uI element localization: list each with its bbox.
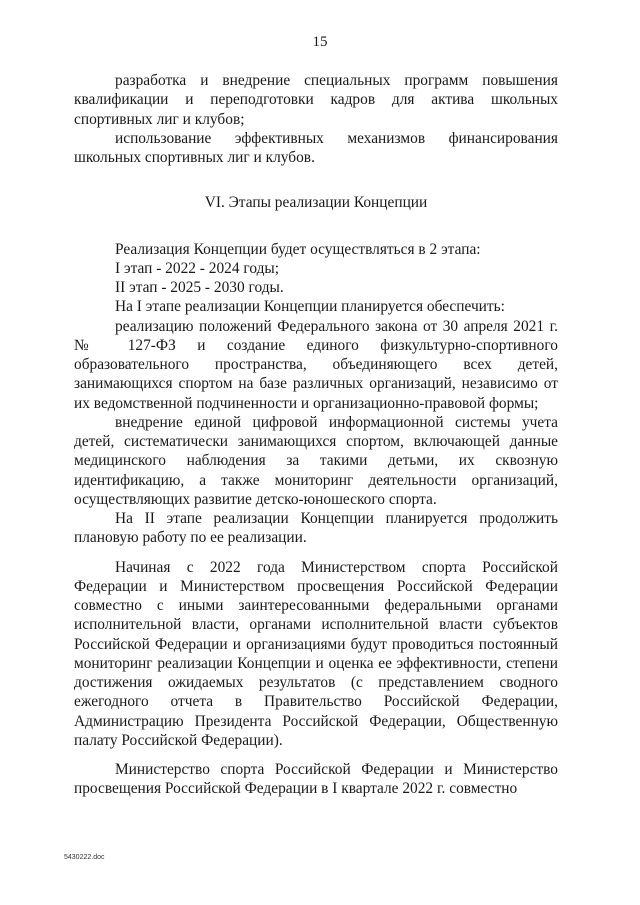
paragraph: Реализация Концепции будет осуществляться в 2 этапа: <box>115 240 481 258</box>
paragraph: использование эффективных механизмов финансирования школьных спортивных лиг и клубов. <box>74 129 558 166</box>
paragraph: На II этапе реализации Концепции планируется продолжить плановую работу по ее реализации. <box>74 510 558 547</box>
paragraph: Начиная с 2022 года Министерством спорта Российской Федерации и Министерством просвещения Российской Федерации совместно с иными заинтересованными федеральными органами исполнительной власти, органами исполнительной власти субъектов Российской Федерации и организациями будут проводиться постоянный мониторинг реализации Концепции и оценка ее эффективности, степени достижения ожидаемых результатов (с представлением сводного ежегодного отчета в Правительство Российской Федерации, Администрацию Президента Российской Федерации, Общественную палату Российской Федерации). <box>74 558 558 749</box>
paragraph: разработка и внедрение специальных программ повышения квалификации и переподготовки кадров для актива школьных спортивных лиг и клубов; <box>74 72 558 128</box>
page-number: 15 <box>312 34 328 50</box>
paragraph: Министерство спорта Российской Федерации и Министерство просвещения Российской Федерации в I квартале 2022 г. совместно <box>74 761 558 798</box>
paragraph: внедрение единой цифровой информационной системы учета детей, систематически занимающихся спортом, включающей данные медицинского наблюдения за такими детьми, их сквозную идентификацию, а также мониторинг деятельности организаций, осуществляющих развитие детско-юношеского спорта. <box>74 413 558 508</box>
paragraph: I этап - 2022 - 2024 годы; <box>115 259 280 277</box>
paragraph: На I этапе реализации Концепции планируется обеспечить: <box>115 298 505 316</box>
paragraph: реализацию положений Федерального закона от 30 апреля 2021 г. № 127-ФЗ и создание единого физкультурно-спортивного образовательного пространства, объединяющего всех детей, занимающихся спортом на базе различных организаций, независимо от их ведомственной подчиненности и организационно-правовой формы; <box>74 317 558 412</box>
section-heading: VI. Этапы реализации Концепции <box>204 194 428 212</box>
document-body <box>74 71 558 799</box>
paragraph: II этап - 2025 - 2030 годы. <box>115 279 284 296</box>
footer-doc-code: 5430222.doc <box>64 854 105 861</box>
